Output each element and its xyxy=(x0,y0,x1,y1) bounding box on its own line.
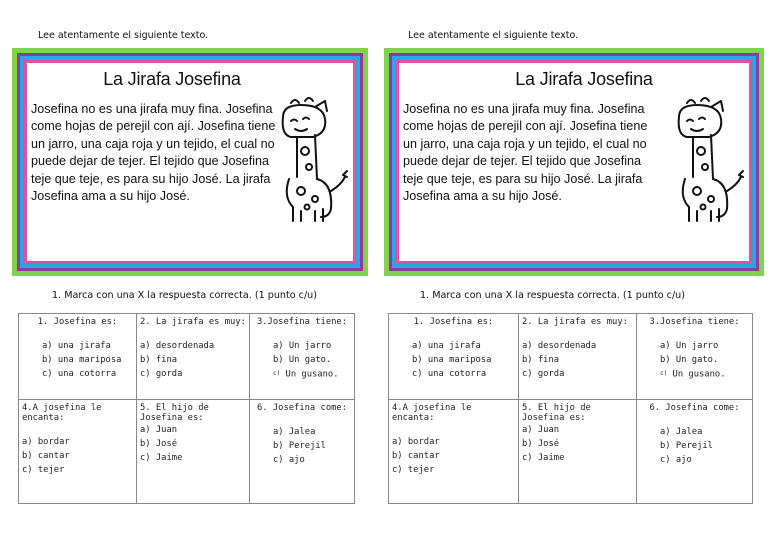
option[interactable]: a) Jalea xyxy=(660,427,703,437)
story-frame xyxy=(384,48,764,276)
option[interactable]: a) bordar xyxy=(392,437,440,447)
option[interactable]: c) Un gusano. xyxy=(273,369,339,380)
story-title: La Jirafa Josefina xyxy=(103,69,241,89)
option[interactable]: a) Juan xyxy=(140,425,178,435)
story-line: teje que teje, es para su hijo José. La jirafa xyxy=(403,171,643,186)
quiz-cell-q2: 2. La jirafa es muy: a) desordenada b) fina c) gorda xyxy=(137,314,250,400)
story-panel xyxy=(399,63,749,261)
question-header: 1. Marca con una X la respuesta correcta. (1 punto c/u) xyxy=(420,290,685,301)
option[interactable]: c) tejer xyxy=(392,465,435,475)
quiz-cell-q6: 6. Josefina come: a) Jalea b) Perejil c) ajo xyxy=(250,400,355,504)
option[interactable]: c) ajo xyxy=(273,455,305,465)
option[interactable]: a) Juan xyxy=(522,425,560,435)
story-line: Josefina ama a su hijo José. xyxy=(31,189,190,204)
quiz-cell-q4: 4.A josefina le encanta: a) bordar b) cantar c) tejer xyxy=(19,400,137,504)
question-header: 1. Marca con una X la respuesta correcta. (1 punto c/u) xyxy=(52,290,317,301)
story-title: La Jirafa Josefina xyxy=(515,69,653,89)
story-panel xyxy=(27,63,353,261)
quiz-cell-q3: 3.Josefina tiene: a) Un jarro b) Un gato. c) Un gusano. xyxy=(637,314,753,400)
quiz-cell-q5: 5. El hijo de Josefina es: a) Juan b) José c) Jaime xyxy=(137,400,250,504)
option[interactable]: b) Perejil xyxy=(660,441,713,451)
option[interactable]: c) Jaime xyxy=(140,453,183,463)
story-line: un jarro, una caja roja y un tejido, el cual no xyxy=(31,136,275,151)
giraffe-icon xyxy=(271,95,349,227)
option[interactable]: a) Un jarro xyxy=(660,341,719,351)
story-text xyxy=(403,101,657,205)
story-line: come hojas de perejil con ají. Josefina tiene xyxy=(403,119,648,134)
option[interactable]: b) Un gato. xyxy=(660,355,719,365)
story-line: teje que teje, es para su hijo José. La jirafa xyxy=(31,171,271,186)
story-frame xyxy=(12,48,368,276)
story-line: Josefina no es una jirafa muy fina. Josefina xyxy=(403,102,645,116)
option[interactable]: a) desordenada xyxy=(522,341,597,351)
story-line: puede dejar de tejer. El tejido que Josefina xyxy=(31,154,270,169)
quiz-cell-q1: 1. Josefina es: a) una jirafa b) una mariposa c) una cotorra xyxy=(19,314,137,400)
option[interactable]: a) una jirafa xyxy=(42,341,111,351)
quiz-cell-q1: 1. Josefina es: a) una jirafa b) una mariposa c) una cotorra xyxy=(389,314,519,400)
quiz-table xyxy=(18,313,355,504)
option[interactable]: b) una mariposa xyxy=(412,355,492,365)
quiz-cell-q3: 3.Josefina tiene: a) Un jarro b) Un gato. c) Un gusano. xyxy=(250,314,355,400)
option[interactable]: b) José xyxy=(140,439,178,449)
story-line: Josefina ama a su hijo José. xyxy=(403,189,562,204)
option[interactable]: b) una mariposa xyxy=(42,355,122,365)
quiz-cell-q6: 6. Josefina come: a) Jalea b) Perejil c) ajo xyxy=(637,400,753,504)
option[interactable]: b) Perejil xyxy=(273,441,326,451)
story-text xyxy=(31,101,285,205)
story-line: come hojas de perejil con ají. Josefina tiene xyxy=(31,119,276,134)
quiz-cell-q4: 4.A josefina le encanta: a) bordar b) cantar c) tejer xyxy=(389,400,519,504)
option[interactable]: c) Jaime xyxy=(522,453,565,463)
instruction-text: Lee atentamente el siguiente texto. xyxy=(408,30,579,41)
story-line: Josefina no es una jirafa muy fina. Josefina xyxy=(31,102,273,116)
option[interactable]: a) desordenada xyxy=(140,341,215,351)
quiz-cell-q5: 5. El hijo de Josefina es: a) Juan b) José c) Jaime xyxy=(519,400,637,504)
option[interactable]: b) fina xyxy=(522,355,560,365)
worksheet-right xyxy=(384,0,768,543)
option[interactable]: c) gorda xyxy=(140,369,183,379)
story-line: puede dejar de tejer. El tejido que Josefina xyxy=(403,154,642,169)
option[interactable]: a) una jirafa xyxy=(412,341,481,351)
option[interactable]: b) José xyxy=(522,439,560,449)
option[interactable]: a) Un jarro xyxy=(273,341,332,351)
option[interactable]: b) Un gato. xyxy=(273,355,332,365)
option[interactable]: c) ajo xyxy=(660,455,692,465)
instruction-text: Lee atentamente el siguiente texto. xyxy=(38,30,209,41)
quiz-cell-q2: 2. La jirafa es muy: a) desordenada b) fina c) gorda xyxy=(519,314,637,400)
story-line: un jarro, una caja roja y un tejido, el cual no xyxy=(403,136,647,151)
option[interactable]: b) cantar xyxy=(392,451,440,461)
option[interactable]: a) bordar xyxy=(22,437,70,447)
option[interactable]: c) una cotorra xyxy=(412,369,487,379)
quiz-table xyxy=(388,313,753,504)
giraffe-icon xyxy=(667,95,745,227)
option[interactable]: a) Jalea xyxy=(273,427,316,437)
option[interactable]: c) gorda xyxy=(522,369,565,379)
option[interactable]: c) una cotorra xyxy=(42,369,117,379)
option[interactable]: b) cantar xyxy=(22,451,70,461)
option[interactable]: c) Un gusano. xyxy=(660,369,726,380)
option[interactable]: b) fina xyxy=(140,355,178,365)
option[interactable]: c) tejer xyxy=(22,465,65,475)
